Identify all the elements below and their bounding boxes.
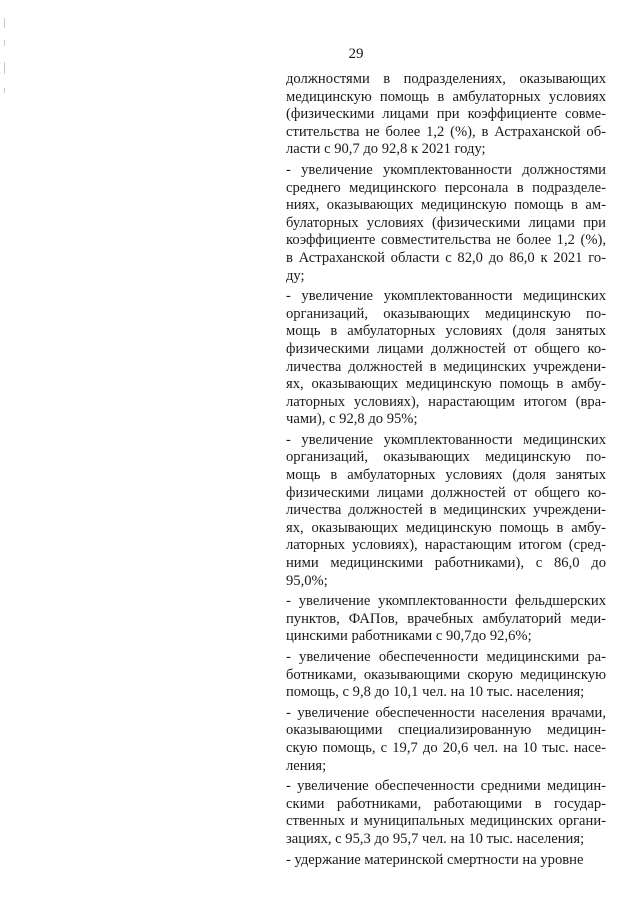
text-line: мощь в амбулаторных условиях (доля занятых [286, 323, 606, 340]
text-line: ними медицинскими работниками), с 86,0 до [286, 555, 606, 572]
text-line: - увеличение укомплектованности медицинских [286, 288, 606, 305]
text-line: скую помощь, с 19,7 до 20,6 чел. на 10 тыс. насе- [286, 739, 606, 756]
text-line: ях, оказывающих медицинскую помощь в амбу- [286, 519, 606, 536]
text-line: пунктов, ФАПов, врачебных амбулаторий меди- [286, 610, 606, 627]
text-line: - увеличение обеспеченности населения врачами, [286, 704, 606, 721]
paragraph [286, 649, 606, 702]
paragraph [286, 705, 606, 775]
text-line: цинскими работниками с 90,7до 92,6%; [286, 628, 532, 645]
text-line: стительства не более 1,2 (%), в Астраханской об- [286, 123, 606, 140]
text-line: скими работниками, работающими в государ- [286, 795, 606, 812]
text-line: зациях, с 95,3 до 95,7 чел. на 10 тыс. населения; [286, 830, 585, 847]
text-line: ласти с 90,7 до 92,8 к 2021 году; [286, 141, 486, 158]
text-line: ниях, оказывающих медицинскую помощь в ам- [286, 197, 606, 214]
page-number: 29 [348, 46, 364, 62]
text-line: (физическими лицами при коэффициенте совме- [286, 106, 606, 123]
text-line: - увеличение обеспеченности средними медицин- [286, 778, 606, 795]
text-line: - увеличение укомплектованности медицинских [286, 431, 606, 448]
text-line: булаторных условиях (физическими лицами при [286, 214, 606, 231]
text-line: ботниками, оказывающими скорую медицинскую [286, 666, 606, 683]
text-line: латорных условиях), нарастающим итогом (вра- [286, 393, 606, 410]
paragraph [286, 162, 606, 285]
text-line: 95,0%; [286, 572, 328, 589]
text-line: коэффициенте совместительства не более 1,2 (%), [286, 232, 606, 249]
text-line: ях, оказывающих медицинскую помощь в амбу- [286, 376, 606, 393]
text-line: оказывающими специализированную медицин- [286, 722, 606, 739]
paragraph [286, 71, 606, 159]
text-line: - удержание материнской смертности на уровне [286, 851, 584, 868]
text-line: мощь в амбулаторных условиях (доля занятых [286, 467, 606, 484]
margin-scan-marks [4, 0, 6, 120]
text-line: ственных и муниципальных медицинских органи- [286, 813, 606, 830]
text-line: медицинскую помощь в амбулаторных условиях [286, 88, 606, 105]
text-line: должностями в подразделениях, оказывающих [286, 71, 606, 87]
text-line: личества должностей в медицинских учреждени- [286, 502, 606, 519]
text-line: ду; [286, 267, 305, 284]
text-line: ления; [286, 757, 327, 774]
text-line: в Астраханской области с 82,0 до 86,0 к 2021 го- [286, 249, 606, 266]
text-line: латорных условиях), нарастающим итогом (сред- [286, 537, 606, 554]
text-line: чами), с 92,8 до 95%; [286, 411, 418, 428]
paragraph [286, 432, 606, 590]
body-text [286, 71, 606, 869]
text-line: - увеличение укомплектованности фельдшерских [286, 593, 606, 610]
paragraph [286, 852, 606, 870]
paragraph [286, 593, 606, 646]
text-line: - увеличение укомплектованности должностями [286, 161, 606, 178]
paragraph [286, 778, 606, 848]
text-line: физическими лицами должностей от общего ко- [286, 340, 606, 357]
text-line: - увеличение обеспеченности медицинскими ра- [286, 649, 606, 665]
paragraph [286, 288, 606, 429]
text-line: личества должностей в медицинских учреждени- [286, 358, 606, 375]
text-line: организаций, оказывающих медицинскую по- [286, 449, 606, 466]
text-line: помощь, с 9,8 до 10,1 чел. на 10 тыс. населения; [286, 684, 585, 701]
text-line: физическими лицами должностей от общего ко- [286, 484, 606, 501]
text-line: среднего медицинского персонала в подразделе- [286, 179, 606, 196]
text-line: организаций, оказывающих медицинскую по- [286, 305, 606, 322]
